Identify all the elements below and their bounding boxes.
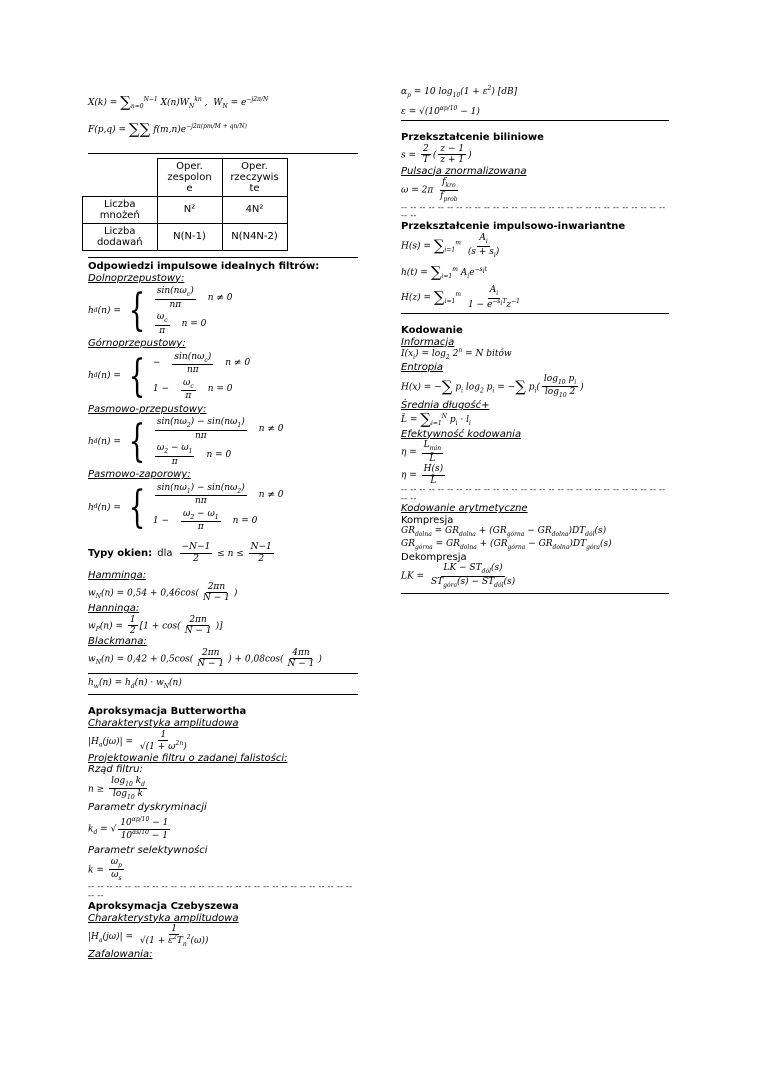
selectivity-label: Parametr selektywności [88, 845, 208, 857]
bandpass-label: Pasmowo-przepustowy: [88, 403, 207, 415]
avg-length-formula: L̄ = $\sum_{i=1}^N$ $p_i \cdot l_i$ [401, 410, 471, 429]
epsilon-formula: $\varepsilon = √(10^{\alpha p/10} - 1)$ [401, 104, 480, 117]
impulse-hz-formula: $H(z) = \sum_{i=1}^m$ $\frac{A_i}{1 - e^{-s_iT}z^{-1}}$ [401, 284, 520, 310]
bilinear-heading: Przekształcenie biliniowe [401, 132, 544, 144]
divider [88, 673, 358, 674]
dashed-separator: -- -- -- -- -- -- -- -- -- -- -- -- -- -- -- -- -- -- -- -- -- -- -- -- -- -- -- -- -- -- -- [401, 485, 666, 503]
selectivity-formula: k = $\frac{\omega_p}{\omega_s}$ [88, 856, 122, 883]
filter-order-label: Rząd filtru: [88, 764, 143, 776]
hamming-formula: $w_N(n) = 0,54 + 0,46\cos$( $\frac{2\pi n}{N - 1}$ ) [88, 581, 238, 603]
chebyshev-amp-formula: $|H_a(j\omega)|$ = $\frac{1}{√(1 + \varepsilon^2T_n^2(\omega))}$ [88, 924, 209, 949]
bandstop-label: Pasmowo-zaporowy: [88, 469, 191, 481]
normalized-pulsation-formula: ω = 2π $\frac{f_{kro}}{f_{prob}}$ [401, 177, 458, 203]
lk-formula: LK = $\frac{LK - ST_{dól}(s)}{ST_{góra}(s) - ST_{dól}(s)}$ [401, 563, 516, 589]
divider [88, 694, 358, 695]
alpha-p-formula: $\alpha_p = 10$ $\log_{10}(1 + \varepsilon^2)$ [dB] [401, 85, 518, 99]
chebyshev-heading: Aproksymacja Czebyszewa [88, 900, 239, 912]
lowpass-formula: h d (n) = { $\frac{\sin(n\omega_c)}{n\pi}$ n ≠ 0 $\frac{\omega_c}{\pi}$ n = 0 [88, 285, 233, 337]
divider [88, 153, 358, 154]
butterworth-heading: Aproksymacja Butterwortha [88, 706, 247, 718]
bandpass-formula: h d (n) = { $\frac{\sin(n\omega_2) - \sin(n\omega_1)}{n\pi}$ n ≠ 0 $\frac{\omega_2 - \omega_1}{\pi}$ n = 0 [88, 416, 284, 468]
efficiency-formula-2: η = $\frac{H(s)}{L̄}$ [401, 464, 444, 486]
bilinear-formula: s = $\frac{2}{T}$ ( $\frac{z - 1}{z + 1}$ ) [401, 144, 472, 166]
table-row: Liczba dodawań N(N-1) N(N4N-2) [83, 223, 288, 250]
divider [401, 313, 669, 314]
dashed-separator: -- -- -- -- -- -- -- -- -- -- -- -- -- -- -- -- -- -- -- -- -- -- -- -- -- -- -- -- -- -- -- [401, 203, 666, 221]
ideal-filters-heading: Odpowiedzi impulsowe idealnych filtrów: [88, 260, 320, 272]
lowpass-label: Dolnoprzepustowy: [88, 272, 185, 284]
decompression-label: Dekompresja [401, 551, 467, 563]
butterworth-design-label: Projektowanie filtru o zadanej falistości: [88, 752, 288, 764]
left-column [88, 86, 358, 961]
efficiency-formula-1: η = $\frac{L_{min}}{L̄}$ [401, 440, 442, 464]
hanning-formula: $w_P(n)$ = $\frac{1}{2}$ [1 + cos( $\frac{2\pi n}{N - 1}$ )] [88, 614, 223, 637]
impulse-invariant-heading: Przekształcenie impulsowo-inwariantne [401, 221, 626, 233]
entropy-formula: H(x) = −∑ $p_i$ $\log_2 p_i$ = −∑ $p_i$( $\frac{\log_{10} p_i}{\log_{10} 2}$ ) [401, 373, 584, 400]
windows-line: Typy okien: dla $\frac{-N-1}{2}$ ≤ n ≤ $\frac{N-1}{2}$ [88, 542, 272, 564]
bandstop-formula: h d (n) = { $\frac{\sin(n\omega_1) - \sin(n\omega_2)}{n\pi}$ n ≠ 0 1 − $\frac{\omega_2 - \omega_1}{\pi}$ n = 0 [88, 481, 284, 533]
chebyshev-amp-label: Charakterystyka amplitudowa [88, 912, 239, 924]
coding-heading: Kodowanie [401, 324, 463, 336]
blackman-label: Blackmana: [88, 636, 147, 648]
normalized-pulsation-label: Pulsacja znormalizowana [401, 165, 527, 177]
impulse-hs-formula: $H(s) = \sum_{i=1}^m$ $\frac{A_i}{(s + s_i)}$ [401, 233, 500, 259]
divider [88, 257, 358, 258]
compression-label: Kompresja [401, 514, 454, 526]
divider [401, 120, 669, 121]
header-real: Oper. rzeczywis te [222, 158, 287, 196]
gr-upper-formula: $GR_{górna} = GR_{dolna} + (GR_{górna} - GR_{dolna})DT_{góra}(s)$ [401, 539, 612, 551]
discrimination-label: Parametr dyskryminacji [88, 801, 207, 813]
hanning-label: Hanninga: [88, 603, 140, 615]
right-column [401, 86, 669, 597]
arithmetic-coding-label: Kodowanie arytmetyczne [401, 503, 528, 515]
highpass-formula: h d (n) = { − $\frac{\sin(n\omega_c)}{n\pi}$ n ≠ 0 1 − $\frac{\omega_c}{\pi}$ n = 0 [88, 350, 251, 402]
highpass-label: Górnoprzepustowy: [88, 338, 186, 350]
discrimination-formula: $k_d$ = √ $\frac{10^{\alpha p/10} - 1}{10^{\alpha s/10} - 1}$ [88, 816, 169, 841]
dft-formula: $X(k) = \sum_{n=0}^{N-1}$ $X(n)W_N^{kn}$ , $W_N = e^{-j2\pi/N}$ [88, 93, 269, 111]
header-complex: Oper. zespolon e [157, 158, 222, 196]
information-formula: $I(x_i) = \log_2 2^n = N$ bitów [401, 347, 512, 362]
windowed-formula: $h_w(n) = h_d(n) \cdot w_N(n)$ [88, 677, 182, 690]
impulse-ht-formula: $h(t) = \sum_{i=1}^m$ $A_ie^{-s_it}$ [401, 262, 487, 281]
ripple-label: Zafalowania: [88, 949, 153, 961]
divider [401, 593, 669, 594]
entropy-label: Entropia [401, 362, 444, 374]
gr-lower-formula: $GR_{dolna} = GR_{dolna} + (GR_{górna} - GR_{dolna})DT_{dól}(s)$ [401, 526, 607, 539]
dft2d-formula: F(p,q) = ∑∑ $f(m,n)e^{-j2\pi(pm/M + qn/N)}$ [88, 120, 247, 139]
operations-table [82, 158, 288, 251]
avg-length-label: Średnia długość+ [401, 399, 490, 411]
filter-order-formula: n ≥ $\frac{\log_{10} k_d}{\log_{10} k}$ [88, 775, 145, 802]
table-row: Liczba mnożeń N² 4N² [83, 196, 288, 223]
hamming-label: Hamminga: [88, 570, 147, 582]
butterworth-amp-formula: $|H_a(j\omega)|$ = $\frac{1}{√(1 + \omega^{2n})}$ [88, 729, 187, 753]
dashed-separator: -- -- -- -- -- -- -- -- -- -- -- -- -- -- -- -- -- -- -- -- -- -- -- -- -- -- -- -- -- -- -- [88, 882, 353, 900]
blackman-formula: $w_N(n) = 0,42 + 0,5\cos$( $\frac{2\pi n}{N - 1}$ ) + 0,08cos( $\frac{4\pi n}{N - 1}$ ) [88, 647, 322, 670]
efficiency-label: Efektywność kodowania [401, 428, 522, 440]
butterworth-amp-label: Charakterystyka amplitudowa [88, 718, 239, 730]
information-label: Informacja [401, 336, 455, 348]
